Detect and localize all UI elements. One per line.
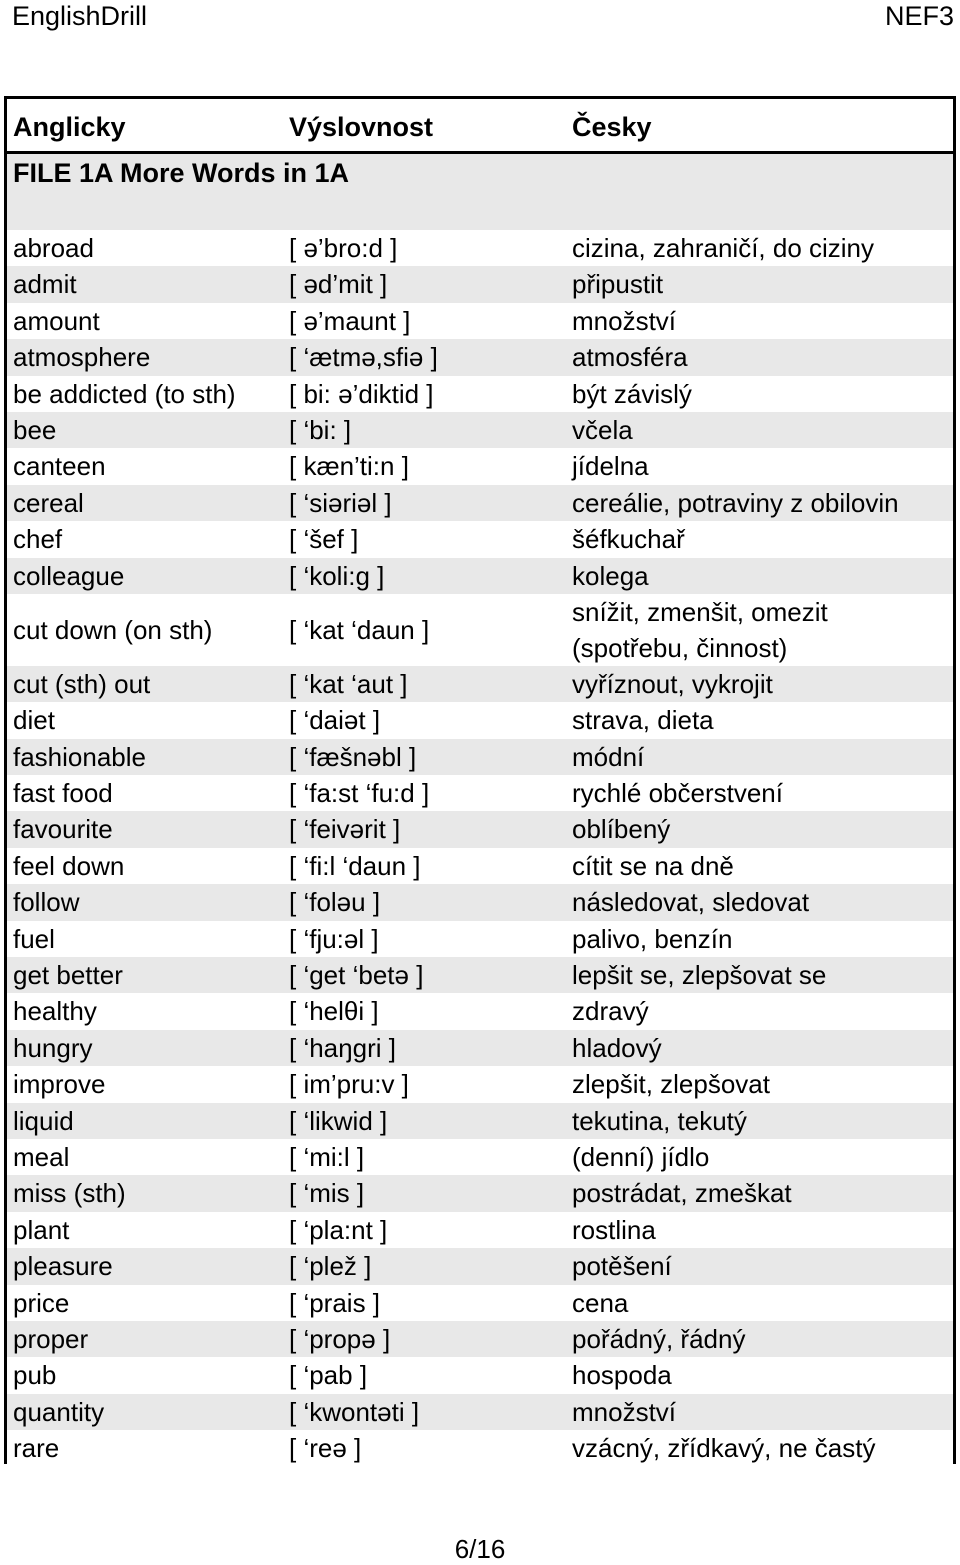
table-row (7, 957, 953, 993)
english-word: cut (sth) out (13, 668, 151, 699)
table-row (7, 485, 953, 521)
czech-translation: jídelna (572, 451, 649, 482)
table-row (7, 884, 953, 920)
czech-translation: následovat, sledovat (572, 887, 810, 918)
table-row (7, 811, 953, 847)
pronunciation: [ ə’maunt ] (289, 305, 411, 336)
czech-translation: (denní) jídlo (572, 1141, 710, 1172)
table-row (7, 848, 953, 884)
english-word: favourite (13, 814, 113, 845)
czech-translation: kolega (572, 560, 649, 591)
czech-translation: množství (572, 1396, 677, 1427)
column-header-pronunciation: Výslovnost (289, 112, 434, 142)
pronunciation: [ ‘propə ] (289, 1323, 391, 1354)
table-body (7, 230, 953, 1467)
pronunciation: [ ‘kwontəti ] (289, 1396, 420, 1427)
pronunciation: [ ‘mis ] (289, 1178, 365, 1209)
czech-translation: oblíbený (572, 814, 671, 845)
english-word: pub (13, 1360, 57, 1391)
table-row (7, 1212, 953, 1248)
czech-translation: snížit, zmenšit, omezit (spotřebu, činnost) (572, 596, 828, 663)
table-row (7, 1430, 953, 1466)
czech-translation: zlepšit, zlepšovat (572, 1069, 770, 1100)
english-word: plant (13, 1214, 70, 1245)
table-row (7, 1139, 953, 1175)
table-row (7, 230, 953, 266)
english-word: hungry (13, 1032, 93, 1063)
pronunciation: [ im’pru:v ] (289, 1069, 409, 1100)
pronunciation: [ ‘helθi ] (289, 996, 379, 1027)
english-word: get better (13, 960, 123, 991)
pronunciation: [ ‘koli:g ] (289, 560, 385, 591)
table-row (7, 1321, 953, 1357)
pronunciation: [ ‘plež ] (289, 1251, 372, 1282)
table-row (7, 412, 953, 448)
pronunciation: [ ‘get ‘betə ] (289, 960, 424, 991)
czech-translation: postrádat, zmeškat (572, 1178, 792, 1209)
english-word: cereal (13, 487, 84, 518)
table-row (7, 448, 953, 484)
english-word: bee (13, 414, 57, 445)
pronunciation: [ ‘kat ‘aut ] (289, 668, 408, 699)
table-row (7, 339, 953, 375)
pronunciation: [ ‘fju:əl ] (289, 923, 379, 954)
english-word: colleague (13, 560, 125, 591)
section-title: FILE 1A More Words in 1A (7, 154, 953, 230)
czech-translation: být závislý (572, 378, 692, 409)
pronunciation: [ ‘reə ] (289, 1433, 362, 1464)
pronunciation: [ ə’bro:d ] (289, 233, 398, 263)
english-word: atmosphere (13, 342, 151, 373)
pronunciation: [ ‘prais ] (289, 1287, 381, 1318)
czech-translation: atmosféra (572, 342, 688, 373)
page-number: 6/16 (454, 1534, 506, 1564)
english-word: amount (13, 305, 100, 336)
english-word: chef (13, 524, 63, 555)
czech-translation: hladový (572, 1032, 662, 1063)
table-row (7, 303, 953, 339)
pronunciation: [ ‘feivərit ] (289, 814, 401, 845)
table-row (7, 1285, 953, 1321)
czech-translation: rychlé občerstvení (572, 778, 783, 809)
table-row (7, 376, 953, 412)
english-word: admit (13, 269, 77, 300)
czech-translation: cereálie, potraviny z obilovin (572, 487, 899, 518)
table-row (7, 1103, 953, 1139)
table-row (7, 1394, 953, 1430)
english-word: diet (13, 705, 55, 736)
app-title: EnglishDrill (12, 1, 148, 31)
pronunciation: [ ‘foləu ] (289, 887, 381, 918)
pronunciation: [ ‘šef ] (289, 524, 359, 555)
english-word: improve (13, 1069, 106, 1100)
english-word: proper (13, 1323, 89, 1354)
table-row (7, 558, 953, 594)
pronunciation: [ ‘fa:st ‘fu:d ] (289, 778, 430, 809)
english-word: healthy (13, 996, 97, 1027)
pronunciation: [ bi: ə’diktid ] (289, 378, 434, 409)
english-word: canteen (13, 451, 106, 482)
column-header-czech: Česky (572, 112, 652, 142)
english-word: fast food (13, 778, 113, 809)
table-row (7, 521, 953, 557)
book-code: NEF3 (884, 1, 954, 31)
czech-translation: vzácný, zřídkavý, ne častý (572, 1433, 876, 1464)
czech-translation: cena (572, 1287, 629, 1318)
english-word: meal (13, 1141, 70, 1172)
czech-translation: včela (572, 414, 633, 445)
table-row (7, 1066, 953, 1102)
table-header (7, 99, 953, 154)
pronunciation: [ ‘likwid ] (289, 1105, 388, 1136)
table-row (7, 666, 953, 702)
czech-translation: vyříznout, vykrojit (572, 668, 773, 699)
czech-translation: strava, dieta (572, 705, 714, 736)
pronunciation: [ ‘mi:l ] (289, 1141, 365, 1172)
table-row (7, 266, 953, 302)
czech-translation: pořádný, řádný (572, 1323, 746, 1354)
table-row (7, 921, 953, 957)
table-row (7, 1357, 953, 1393)
table-row (7, 594, 953, 666)
english-word: price (13, 1287, 70, 1318)
czech-translation: připustit (572, 269, 664, 300)
english-word: quantity (13, 1396, 105, 1427)
czech-translation: cizina, zahraničí, do ciziny (572, 233, 875, 263)
english-word: rare (13, 1433, 60, 1464)
pronunciation: [ ‘daiət ] (289, 705, 381, 736)
pronunciation: [ ‘fi:l ‘daun ] (289, 850, 421, 881)
english-word: cut down (on sth) (13, 614, 213, 645)
pronunciation: [ əd’mit ] (289, 269, 388, 300)
english-word: follow (13, 887, 80, 918)
table-row (7, 775, 953, 811)
pronunciation: [ ‘kat ‘daun ] (289, 614, 430, 645)
czech-translation: potěšení (572, 1251, 672, 1282)
english-word: miss (sth) (13, 1178, 126, 1209)
table-row (7, 702, 953, 738)
czech-translation: šéfkuchař (572, 524, 685, 555)
czech-translation: módní (572, 741, 645, 772)
english-word: liquid (13, 1105, 74, 1136)
table-row (7, 1175, 953, 1211)
pronunciation: [ kæn’ti:n ] (289, 451, 409, 482)
czech-translation: množství (572, 305, 677, 336)
czech-translation: hospoda (572, 1360, 672, 1391)
pronunciation: [ ‘pla:nt ] (289, 1214, 388, 1245)
czech-translation: tekutina, tekutý (572, 1105, 747, 1136)
pronunciation: [ ‘bi: ] (289, 414, 352, 445)
pronunciation: [ ‘fæšnəbl ] (289, 741, 417, 772)
czech-translation: zdravý (572, 996, 649, 1027)
czech-translation: cítit se na dně (572, 850, 734, 881)
pronunciation: [ ‘pab ] (289, 1360, 368, 1391)
pronunciation: [ ‘ætmə,sfiə ] (289, 342, 438, 373)
english-word: pleasure (13, 1251, 113, 1282)
czech-translation: palivo, benzín (572, 923, 733, 954)
czech-translation: rostlina (572, 1214, 656, 1245)
table-row (7, 993, 953, 1029)
table-row (7, 1030, 953, 1066)
english-word: feel down (13, 850, 125, 881)
english-word: fuel (13, 923, 55, 954)
english-word: fashionable (13, 741, 146, 772)
column-header-english: Anglicky (13, 112, 126, 142)
vocabulary-table (4, 96, 956, 1464)
table-row (7, 1248, 953, 1284)
czech-translation: lepšit se, zlepšovat se (572, 960, 827, 991)
english-word: abroad (13, 233, 94, 263)
pronunciation: [ ‘haŋgri ] (289, 1032, 396, 1063)
pronunciation: [ ‘siəriəl ] (289, 487, 392, 518)
table-row (7, 739, 953, 775)
english-word: be addicted (to sth) (13, 378, 236, 409)
